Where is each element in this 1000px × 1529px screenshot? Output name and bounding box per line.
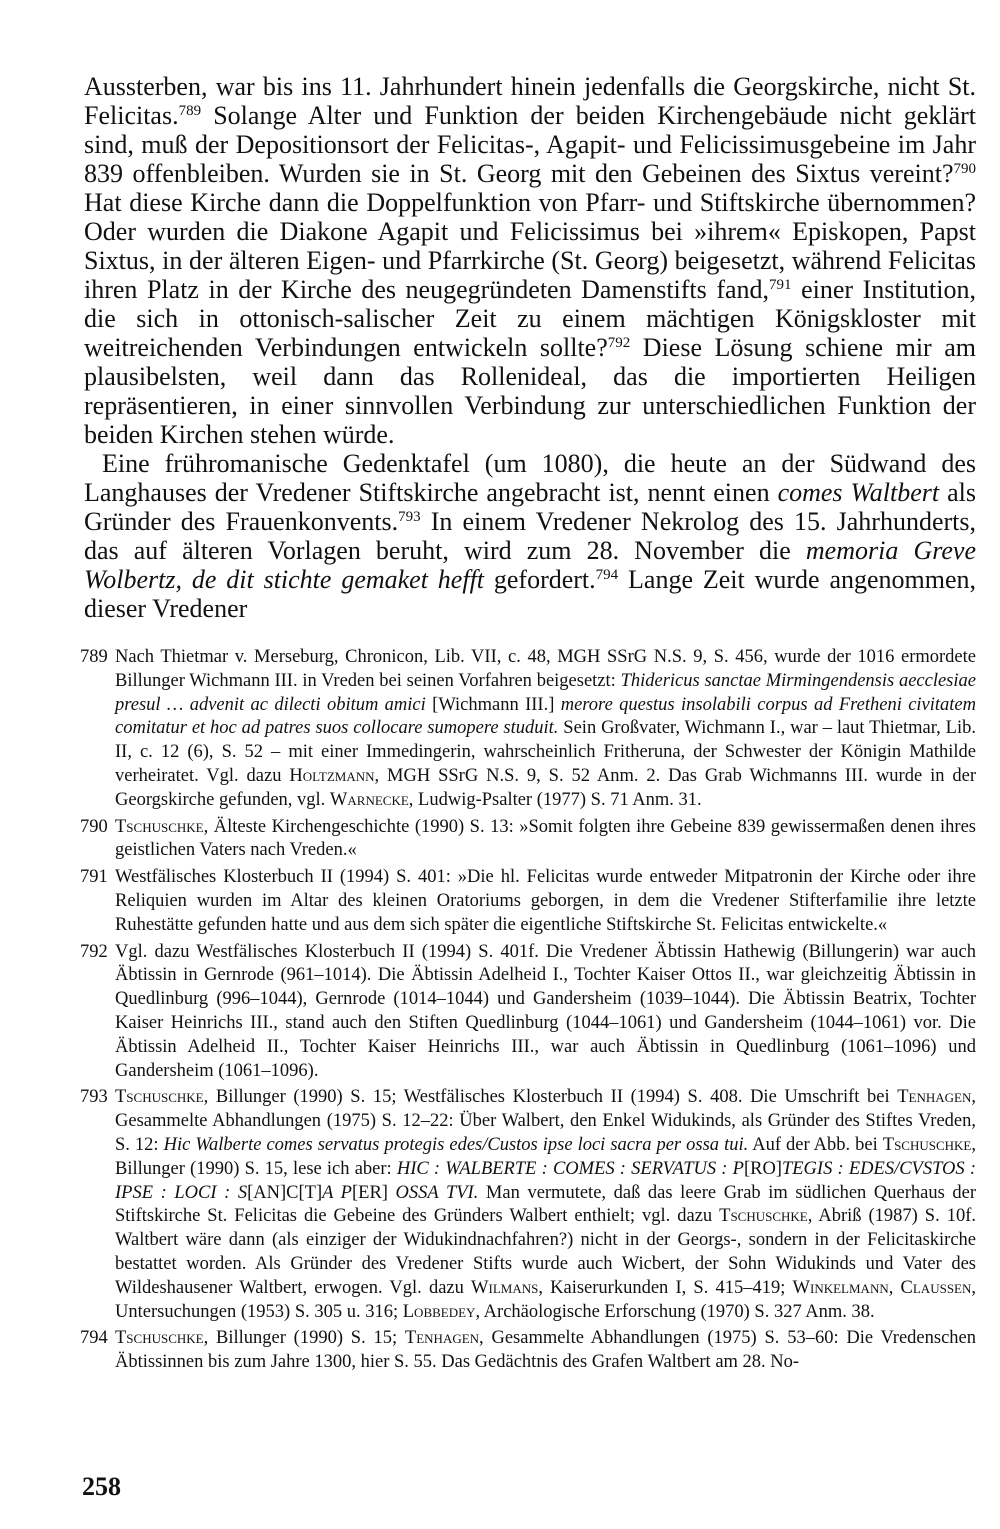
footnote-text <box>115 941 976 1084</box>
footnote <box>80 816 976 864</box>
footnote-number: 793 <box>80 1087 108 1108</box>
footnote <box>80 646 976 813</box>
text-run: Eine frühromanische Gedenktafel (um 1080), die heute an der Südwand des Langhauses der Vredener Stiftskirche angebracht ist, nennt einen <box>84 449 976 507</box>
text-run: Westfälisches Klosterbuch II (1994) S. 401: »Die hl. Felicitas wurde entweder Mitpatronin der Kirche oder ihre Reliquien wurden im Altar des kleinen Oratoriums geborgen, in dem die Vredener Stifterfamilie ihre letzte Ruhestätte gefunden hatte und aus dem sich später die eigentliche Stiftskirche St. Felicitas entwickelte.« <box>115 867 976 935</box>
author-name: Warnecke <box>329 789 409 810</box>
text-run: Aussterben, war bis ins 11. Jahrhundert hinein jedenfalls die Georgskirche, nicht St. Felicitas. <box>84 72 976 130</box>
text-run: , Billunger (1990) S. 15; Westfälisches Klosterbuch II (1994) S. 408. Die Umschrift bei <box>203 1087 898 1108</box>
footnote <box>80 1327 976 1375</box>
footnote-reference: 794 <box>595 567 619 583</box>
text-run: , <box>888 1277 901 1298</box>
text-run: Auf der Abb. bei <box>748 1134 883 1155</box>
author-name: Tschuschke <box>882 1134 972 1155</box>
text-run: , Billunger (1990) S. 15, lese ich aber: <box>115 1134 976 1179</box>
footnotes <box>80 646 977 1378</box>
footnote <box>80 1086 977 1324</box>
text-run: , Billunger (1990) S. 15; <box>203 1328 405 1349</box>
text-run: , Abriß (1987) S. 10f. Waltbert wäre dann (als einziger der Widukindnachfahren?) nicht in der Georgs-, sondern in der Felicitaskirche bestattet worden. Als Gründer des Vredener Stifts wurde auch Wicbert, der Sohn Widukinds und Vater des Wildeshausener Waltbert, erwogen. Vgl. dazu <box>115 1206 976 1298</box>
main-text <box>84 72 976 623</box>
footnote <box>80 941 976 1084</box>
text-run: Solange Alter und Funktion der beiden Kirchengebäude nicht geklärt sind, muß der Depositionsort der Felicitas-, Agapit- und Felicissimusgebeine im Jahr 839 offenbleiben. Wurden sie in St. Georg mit den Gebeinen des Sixtus vereint? <box>84 101 976 188</box>
author-name: Tenhagen <box>897 1087 972 1108</box>
footnote-number: 789 <box>80 647 108 667</box>
text-run: einer Institution, die sich in ottonisch-salischer Zeit zu einem mächtigen Königskloster mit weitreichenden Verbindungen entwickeln sollte? <box>84 275 976 362</box>
page-number: 258 <box>82 1472 121 1501</box>
footnote-text <box>115 1327 976 1375</box>
text-run: Man vermutete, daß das leere Grab im südlichen Querhaus der Stiftskirche St. Felicitas die Gebeine des Gründers Walbert enthielt; vgl. dazu <box>115 1182 976 1227</box>
italic-text: memoria Greve Wolbertz, de dit stichte gemaket hefft <box>84 536 976 594</box>
body-paragraph <box>84 72 976 449</box>
author-name: Winkelmann <box>792 1277 889 1298</box>
italic-text: merore questus insolabili corpus ad Fretheni civitatem comitatur et hoc ad patres suos collocare sumopere studuit. <box>115 694 976 739</box>
footnote-text <box>115 1086 976 1324</box>
footnote-reference: 789 <box>178 103 202 119</box>
author-name: Tschuschke <box>719 1206 808 1227</box>
footnote-text <box>115 646 976 813</box>
text-run: Sein Großvater, Wichmann I., war – laut Thietmar, Lib. II, c. 12 (6), S. 52 – mit einer Immedingerin, wahrscheinlich Fritheruna, der Schwester der Königin Mathilde verheiratet. Vgl. dazu <box>115 718 976 786</box>
author-name: Tschuschke <box>115 1087 204 1108</box>
text-run: Hat diese Kirche dann die Doppelfunktion von Pfarr- und Stiftskirche übernommen? Oder wurden die Diakone Agapit und Felicissimus bei »ihrem« Episkopen, Papst Sixtus, in der älteren Eigen- und Pfarrkirche (St. Georg) beigesetzt, während Felicitas ihren Platz in der Kirche des neugegründeten Damenstifts fand, <box>84 188 976 304</box>
author-name: Claussen <box>900 1277 972 1298</box>
body-paragraph <box>84 449 976 623</box>
text-run: , Gesammelte Abhandlungen (1975) S. 12–22: Über Walbert, den Enkel Widukinds, als Gründer des Stiftes Vreden, S. 12: <box>115 1087 976 1155</box>
text-run: In einem Vredener Nekrolog des 15. Jahrhunderts, das auf älteren Vorlagen beruht, wird zum 28. November die <box>84 507 976 565</box>
footnote-number: 790 <box>80 816 108 837</box>
text-run: Vgl. dazu Westfälisches Klosterbuch II (1994) S. 401f. Die Vredener Äbtissin Hathewig (Billungerin) war auch Äbtissin in Gernrode (961–1014). Die Äbtissin Adelheid I., Tochter Kaiser Ottos II., war gleichzeitig Äbtissin in Quedlinburg (996–1044), Gernrode (1014–1044) und Gandersheim (1039–1044). Die Äbtissin Beatrix, Tochter Kaiser Heinrichs III., stand auch den Stiften Quedlinburg (1044–1061) und Gandersheim (1044–1061) vor. Die Äbtissin Adelheid II., Tochter Kaiser Heinrichs III., war auch Äbtissin in Quedlinburg (1061–1096) und Gandersheim (1061–1096). <box>115 941 976 1081</box>
footnote-reference: 793 <box>398 509 421 525</box>
footnote-reference: 791 <box>769 277 792 293</box>
text-run: , Kaiserurkunden I, S. 415–419; <box>538 1277 793 1298</box>
text-run: , Archäologische Erforschung (1970) S. 327 Anm. 38. <box>475 1301 875 1322</box>
author-name: Wilmans <box>471 1277 539 1298</box>
footnote-number: 794 <box>80 1328 108 1349</box>
italic-text: Hic Walberte comes servatus protegis edes/Custos ipse loci sacra per ossa tui. <box>163 1134 749 1155</box>
text-run: [RO] <box>743 1158 782 1179</box>
text-run: [Wichmann III.] <box>425 694 561 715</box>
footnote <box>80 866 976 937</box>
footnote-text <box>115 816 976 864</box>
text-run: [ER] <box>351 1182 396 1203</box>
text-run: , Untersuchungen (1953) S. 305 u. 316; <box>115 1277 977 1322</box>
text-run: als Gründer des Frauenkonvents. <box>84 478 976 536</box>
author-name: Tschuschke <box>115 1328 204 1349</box>
footnote-reference: 792 <box>607 335 631 351</box>
page <box>84 72 976 623</box>
author-name: Tschuschke <box>115 816 204 837</box>
text-run: , Gesammelte Abhandlungen (1975) S. 53–60: Die Vredenschen Äbtissinnen bis zum Jahre 1300, hier S. 55. Das Gedächtnis des Grafen Waltbert am 28. No- <box>115 1328 976 1373</box>
text-run: [AN]C[T] <box>247 1182 323 1203</box>
text-run: Nach Thietmar v. Merseburg, Chronicon, Lib. VII, c. 48, MGH SSrG N.S. 9, S. 456, wurde der 1016 ermordete Billunger Wichmann III. in Vreden bei seinen Vorfahren beigesetzt: <box>115 647 976 691</box>
text-run: , Ludwig-Psalter (1977) S. 71 Anm. 31. <box>408 789 702 810</box>
text-run: gefordert. <box>484 565 596 594</box>
footnote-number: 792 <box>80 941 108 962</box>
author-name: Tenhagen <box>404 1328 480 1349</box>
footnote-text <box>115 866 976 937</box>
text-run: Diese Lösung schiene mir am plausibelsten, weil dann das Rollenideal, das die importierten Heiligen repräsentieren, in einer sinnvollen Verbindung zur unterschiedlichen Funktion der beiden Kirchen stehen würde. <box>84 333 976 449</box>
author-name: Lobbedey <box>402 1301 476 1322</box>
footnote-reference: 790 <box>953 161 976 177</box>
italic-text: OSSA TVI. <box>395 1182 479 1203</box>
footnote-number: 791 <box>80 867 108 888</box>
text-run: Lange Zeit wurde angenommen, dieser Vredener <box>84 565 977 623</box>
text-run: , Älteste Kirchengeschichte (1990) S. 13: »Somit folgten ihre Gebeine 839 gewissermaßen denen ihres geistlichen Vaters nach Vreden.« <box>115 816 976 861</box>
italic-text: HIC : WALBERTE : COMES : SERVATUS : P <box>396 1158 744 1179</box>
author-name: Holtzmann <box>289 765 375 786</box>
text-run: , MGH SSrG N.S. 9, S. 52 Anm. 2. Das Grab Wichmanns III. wurde in der Georgskirche gefunden, vgl. <box>115 765 976 810</box>
italic-text: comes Waltbert <box>777 478 940 507</box>
italic-text: A P <box>322 1182 352 1203</box>
italic-text: TEGIS : EDES/CVSTOS : IPSE : LOCI : S <box>115 1158 977 1203</box>
italic-text: Thidericus sanctae Mirmingendensis aecclesiae presul … advenit ac dilecti obitum amici <box>115 670 976 715</box>
